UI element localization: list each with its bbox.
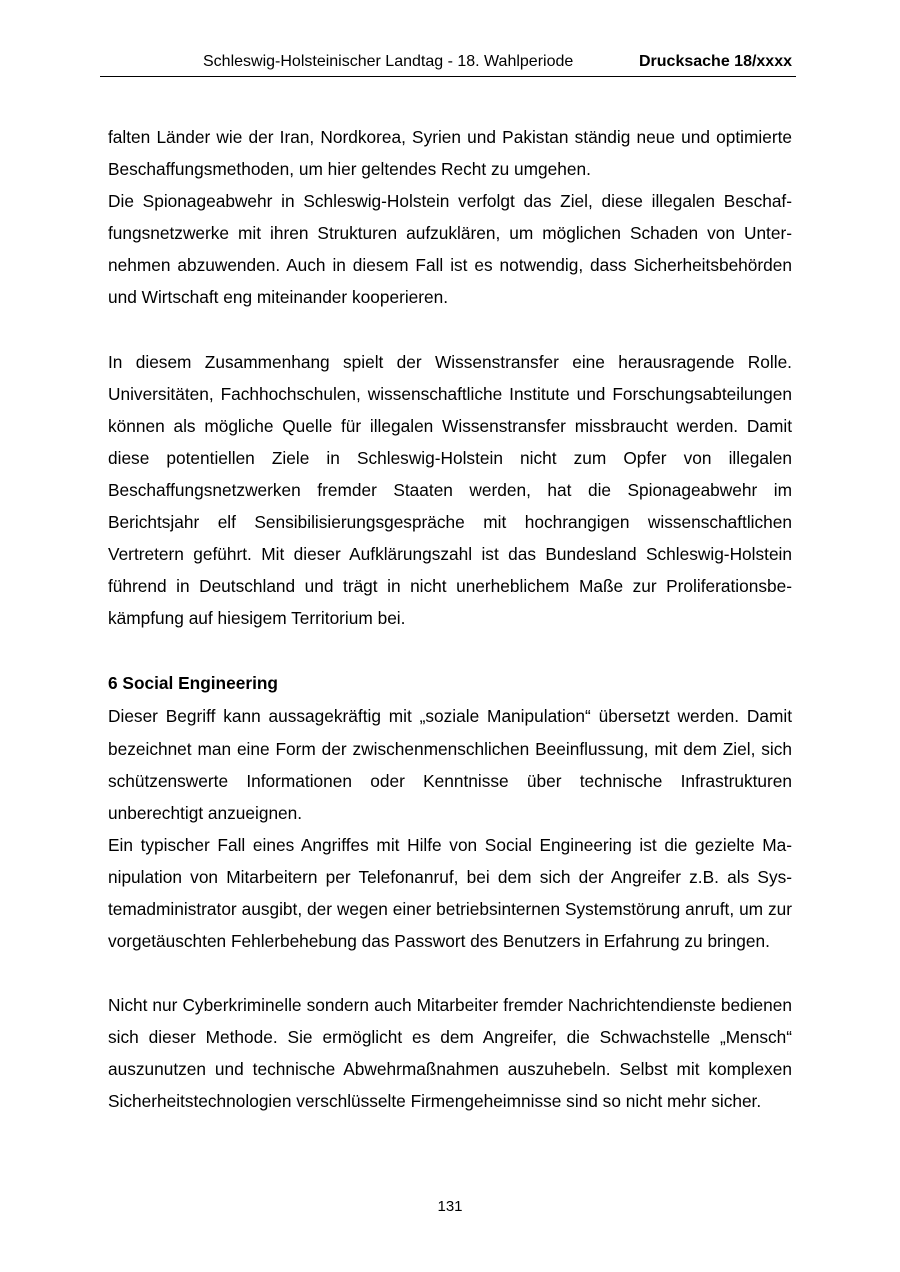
paragraph: falten Länder wie der Iran, Nordkorea, Syrien und Pakistan ständig neue und optimierte Beschaffungsmethoden, um hier geltendes Recht zu umgehen. [108,127,792,180]
header-title: Schleswig-Holsteinischer Landtag - 18. Wahlperiode [203,53,574,70]
page-number: 131 [437,1198,463,1215]
paragraph: Die Spionageabwehr in Schleswig-Holstein verfolgt das Ziel, diese illegalen Beschaffungsnetzwerke mit ihren Strukturen aufzuklären, um möglichen Schaden von Unternehmen abzuwenden. Auch in diesem Fall ist es notwendig, dass Sicherheitsbehörden und Wirtschaft eng miteinander kooperieren. [108,191,792,308]
paragraph: Ein typischer Fall eines Angriffes mit Hilfe von Social Engineering ist die gezielte Manipulation von Mitarbeitern per Telefonanruf, bei dem sich der Angreifer z.B. als Systemadministrator ausgibt, der wegen einer betriebsinternen Systemstörung anruft, um zur vorgetäuschten Fehlerbehebung das Passwort des Benutzers in Erfahrung zu bringen. [108,834,792,952]
document-body [108,121,792,1118]
document-number: Drucksache 18/xxxx [639,53,792,70]
paragraph: Dieser Begriff kann aussagekräftig mit „soziale Manipulation“ übersetzt werden. Damit bezeichnet man eine Form der zwischenmenschlichen Beeinflussung, mit dem Ziel, sich schützenswerte Informationen oder Kenntnisse über technische Infrastrukturen unberechtigt anzueignen. [108,706,792,823]
page-header [100,52,796,77]
paragraph: In diesem Zusammenhang spielt der Wissenstransfer eine herausragende Rolle. Universitäten, Fachhochschulen, wissenschaftliche Institute und Forschungsabteilungen können als mögliche Quelle für illegalen Wissenstransfer missbraucht werden. Damit diese potentiellen Ziele in Schleswig-Holstein nicht zum Opfer von illegalen Beschaffungsnetzwerken fremder Staaten werden, hat die Spionageabwehr im Berichtsjahr elf Sensibilisierungsgespräche mit hochrangigen wissenschaftlichen Vertretern geführt. Mit dieser Aufklärungszahl ist das Bundesland Schleswig-Holstein führend in Deutschland und trägt in nicht unerheblichem Maße zur Proliferationsbekämpfung auf hiesigem Territorium bei. [108,351,792,629]
paragraph: Nicht nur Cyberkriminelle sondern auch Mitarbeiter fremder Nachrichtendienste bedienen sich dieser Methode. Sie ermöglicht es dem Angreifer, die Schwachstelle „Mensch“ auszunutzen und technische Abwehrmaßnahmen auszuhebeln. Selbst mit komplexen Sicherheitstechnologien verschlüsselte Firmengeheimnisse sind so nicht mehr sicher. [108,995,792,1112]
section-heading: 6 Social Engineering [108,673,278,694]
